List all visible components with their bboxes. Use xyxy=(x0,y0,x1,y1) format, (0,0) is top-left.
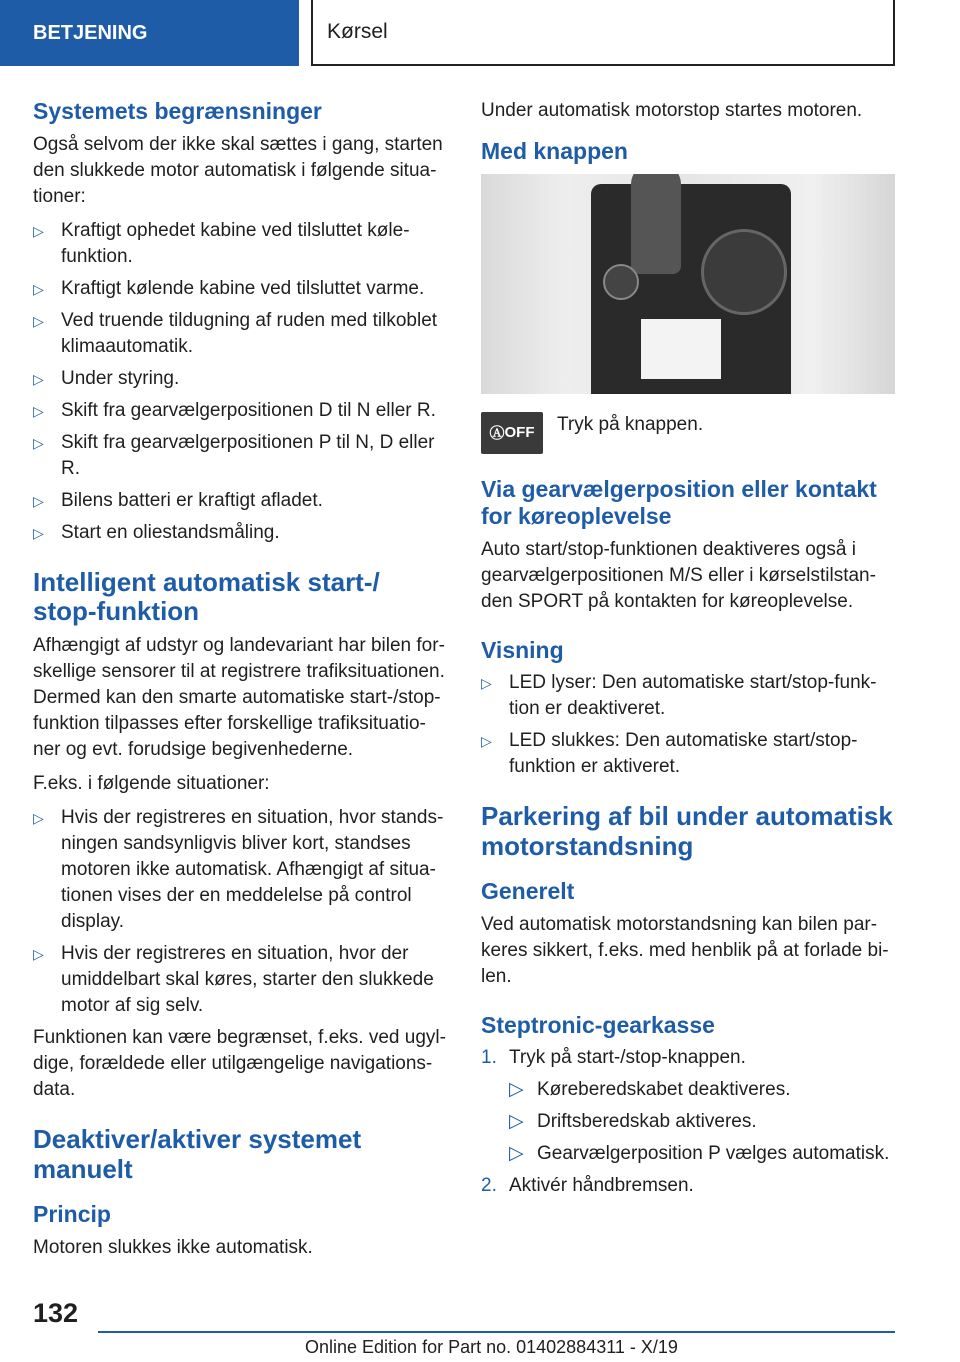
button-instruction xyxy=(481,412,895,454)
limited-text: Funktionen kan være begrænset, f.eks. ved ugyl-dige, forældede eller utilgængelige navigations-data. xyxy=(33,1027,446,1101)
heading-limits: Systemets begrænsninger xyxy=(33,98,322,124)
heading-principle: Princip xyxy=(33,1201,111,1228)
start-stop-button xyxy=(603,264,639,300)
list-item: ▷ Kraftigt kølende kabine ved tilsluttet varme. xyxy=(33,276,447,302)
page-number: 132 xyxy=(33,1298,79,1328)
list-item: ▷ Start en oliestandsmåling. xyxy=(33,520,447,546)
center-console-photo xyxy=(481,174,895,394)
right-column xyxy=(481,98,895,1205)
heading-display: Visning xyxy=(481,636,564,663)
bullet-icon: ▷ xyxy=(509,1111,524,1133)
chapter-title: Kørsel xyxy=(327,20,388,43)
gear-selector xyxy=(631,174,681,274)
list-item: ▷ Ved truende tildugning af ruden med tilkoblet klimaautomatik. xyxy=(33,309,438,357)
bullet-icon: ▷ xyxy=(33,524,44,541)
limits-intro: Også selvom der ikke skal sættes i gang, starten den slukkede motor automatisk i følgende situa-tioner: xyxy=(33,133,443,207)
steps-list xyxy=(481,1045,895,1199)
list-item: ▷ Skift fra gearvælgerpositionen D til N eller R. xyxy=(33,398,447,424)
bullet-icon: ▷ xyxy=(33,280,44,297)
list-item: ▷ Skift fra gearvælgerpositionen P til N, D eller R. xyxy=(33,431,435,479)
limits-list xyxy=(33,218,447,546)
bullet-icon: ▷ xyxy=(509,1143,524,1165)
footer-divider xyxy=(98,1331,895,1333)
situations-list xyxy=(33,805,447,1019)
list-item: ▷ LED lyser: Den automatiske start/stop-funk-tion er deaktiveret. xyxy=(481,672,877,720)
heading-parking: Parkering af bil under automatisk motorstandsning xyxy=(481,801,893,862)
step-item: 2. Aktivér håndbremsen. xyxy=(481,1173,895,1199)
bullet-icon: ▷ xyxy=(33,312,44,329)
bullet-icon: ▷ xyxy=(509,1079,524,1101)
list-item: ▷ Køreberedskabet deaktiveres. xyxy=(509,1077,895,1103)
auto-start-stop-off-icon: Ⓐ OFF xyxy=(481,412,543,454)
list-item: ▷ Driftsberedskab aktiveres. xyxy=(509,1109,895,1135)
bullet-icon: ▷ xyxy=(33,222,44,239)
bullet-icon: ▷ xyxy=(33,810,44,827)
footer-edition: Online Edition for Part no. 01402884311 - X/19 xyxy=(305,1337,678,1357)
left-column xyxy=(33,98,447,1269)
bullet-icon: ▷ xyxy=(33,434,44,451)
gear-text: Auto start/stop-funktionen deaktiveres også i gearvælgerpositionen M/S eller i kørselstilstan-den SPORT på kontakten for køreoplevelse. xyxy=(481,538,876,612)
principle-text: Motoren slukkes ikke automatisk. xyxy=(33,1236,313,1258)
step-number: 1. xyxy=(481,1047,497,1069)
intelligent-text: Afhængigt af udstyr og landevariant har bilen for-skellige sensorer til at registrere trafiksituationen. Dermed kan den smarte automatiske start-/stop-funktion tilpasses efter forskellige trafiksituatio-ner og evt. forudsige begivenhederne. xyxy=(33,635,445,761)
list-item: ▷ Hvis der registreres en situation, hvor der umiddelbart skal køres, starter den slukkede motor af sig selv. xyxy=(33,943,434,1017)
heading-steptronic: Steptronic-gearkasse xyxy=(481,1011,715,1038)
bullet-icon: ▷ xyxy=(481,733,492,750)
list-item: ▷ LED slukkes: Den automatiske start/stop-funktion er aktiveret. xyxy=(481,730,858,778)
controller-dial xyxy=(701,229,787,315)
bullet-icon: ▷ xyxy=(33,946,44,963)
section-tab xyxy=(0,0,299,66)
heading-gear: Via gearvælgerposition eller kontakt for køreoplevelse xyxy=(481,475,877,530)
list-item: ▷ Kraftigt ophedet kabine ved tilsluttet køle-funktion. xyxy=(33,219,410,267)
step-item: 1. Tryk på start-/stop-knappen. ▷ Køreberedskabet deaktiveres. ▷ Driftsberedskab aktiveres. ▷ Gearvælgerposition P vælges automatisk. xyxy=(481,1045,895,1167)
auto-stop-text: Under automatisk motorstop startes motoren. xyxy=(481,100,863,121)
section-title: BETJENING xyxy=(33,21,148,44)
heading-general: Generelt xyxy=(481,878,575,905)
list-item: ▷ Gearvælgerposition P vælges automatisk. xyxy=(509,1141,895,1167)
step-sub-list xyxy=(509,1077,895,1167)
step-number: 2. xyxy=(481,1175,497,1197)
bullet-icon: ▷ xyxy=(33,370,44,387)
display-list xyxy=(481,670,895,780)
list-item: ▷ Hvis der registreres en situation, hvor stands-ningen sandsynligvis bliver kort, standses motoren ikke automatisk. Afhængigt af situa-tionen vises der en meddelelse på control display. xyxy=(33,807,444,933)
chapter-tab xyxy=(311,0,895,66)
bullet-icon: ▷ xyxy=(33,402,44,419)
bullet-icon: ▷ xyxy=(481,675,492,692)
list-item: ▷ Bilens batteri er kraftigt afladet. xyxy=(33,488,447,514)
bullet-icon: ▷ xyxy=(33,492,44,509)
press-text: Tryk på knappen. xyxy=(557,413,704,435)
heading-intelligent: Intelligent automatisk start-/ stop-funktion xyxy=(33,566,380,627)
heading-button: Med knappen xyxy=(481,138,628,164)
general-text: Ved automatisk motorstandsning kan bilen par-keres sikkert, f.eks. med henblik på at forlade bi-len. xyxy=(481,913,889,987)
example-text: F.eks. i følgende situationer: xyxy=(33,773,270,795)
touch-pad xyxy=(641,319,721,379)
heading-deactivate: Deaktiver/aktiver systemet manuelt xyxy=(33,1124,362,1185)
list-item: ▷ Under styring. xyxy=(33,366,447,392)
